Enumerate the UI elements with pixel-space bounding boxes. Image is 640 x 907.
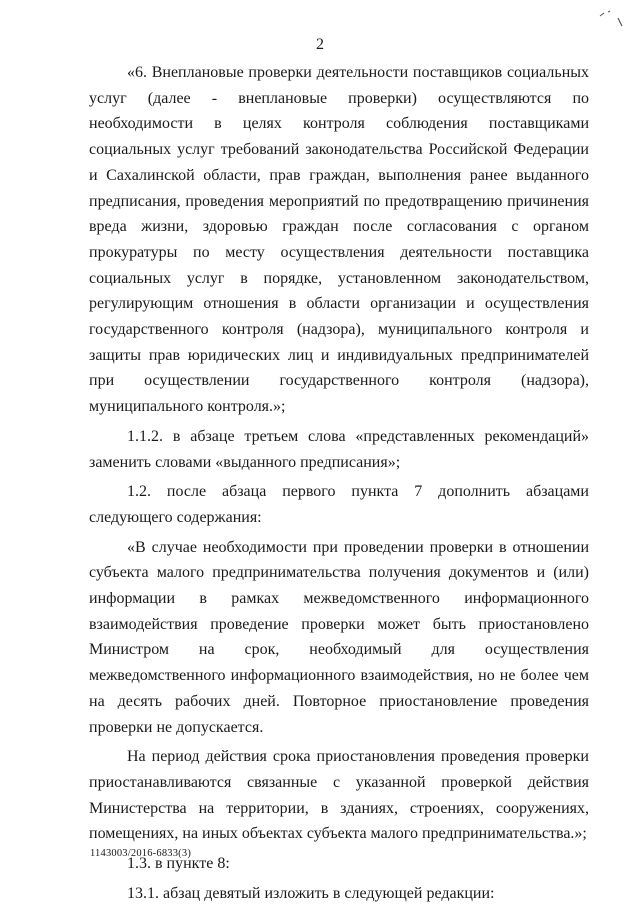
paragraph-quoted-suspension: «В случае необходимости при проведении проверки в отношении субъекта малого предпринимательства получения документов и (или) информации в рамках межведомственного информационного взаимодействия проведение проверки может быть приостановлено Министром на срок, необходимый для осуществления межведомственного информационного взаимодействия, но не более чем на десять рабочих дней. Повторное приостановление проведения проверки не допускается. bbox=[89, 538, 589, 736]
paragraph-13-1: 13.1. абзац девятый изложить в следующей редакции: bbox=[127, 884, 495, 902]
paragraph-1-3: 1.3. в пункте 8: bbox=[127, 855, 230, 873]
paragraph-suspension-period: На период действия срока приостановления проведения проверки приостанавливаются связанные с указанной проверкой действия Министерства на территории, в зданиях, строениях, сооружениях, помещениях, на иных объектах субъекта малого предпринимательства.»; bbox=[89, 748, 589, 843]
page-number: 2 bbox=[316, 36, 324, 53]
paragraph-item-6: «6. Внеплановые проверки деятельности поставщиков социальных услуг (далее - внеплановые проверки) осуществляются по необходимости в целях контроля соблюдения поставщиками социальных услуг требований законодательства Российской Федерации и Сахалинской области, прав граждан, выполнения ранее выданного предписания, проведения мероприятий по предотвращению причинения вреда жизни, здоровью граждан после согласования с органом прокуратуры по месту осуществления деятельности поставщика социальных услуг в порядке, установленном законодательством, регулирующим отношения в области организации и осуществления государственного контроля (надзора), муниципального контроля и защиты прав юридических лиц и индивидуальных предпринимателей при осуществлении государственного контроля (надзора), муниципального контроля.»; bbox=[89, 64, 589, 416]
document-body bbox=[89, 60, 589, 907]
corner-pen-mark bbox=[598, 8, 624, 30]
document-code: 1143003/2016-6833(3) bbox=[90, 848, 192, 859]
paragraph-1-2: 1.2. после абзаца первого пункта 7 дополнить абзацами следующего содержания: bbox=[89, 483, 589, 526]
paragraph-1-1-2: 1.1.2. в абзаце третьем слова «представленных рекомендаций» заменить словами «выданного предписания»; bbox=[89, 427, 589, 471]
